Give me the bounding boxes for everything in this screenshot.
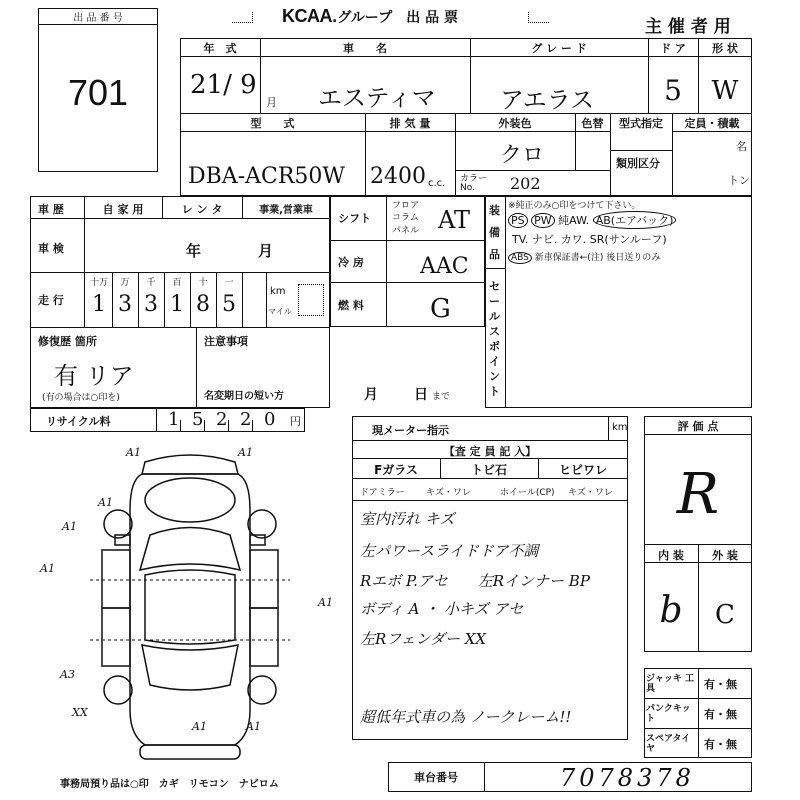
fglass-chip[interactable]: トビ石 — [470, 463, 507, 477]
equipment-check-label: スペアタイヤ — [646, 734, 691, 754]
aircon-label: 冷 房 — [338, 256, 364, 269]
equipment-note: ※純正のみ○印をつけて下さい。 — [508, 201, 641, 211]
fuel-label: 燃 料 — [338, 299, 364, 312]
damage-mark: A1 — [98, 496, 113, 509]
repair-label: 修復歴 箇所 — [38, 335, 97, 348]
year-unit: 月 — [266, 96, 277, 109]
door-value: 5 — [664, 74, 682, 107]
history-opt-private[interactable]: 自 家 用 — [102, 203, 144, 216]
mileage-digit: 3 — [144, 292, 158, 317]
abs-option[interactable]: ABS — [508, 252, 532, 264]
inspector-header: 【査 定 員 記 入】 — [443, 445, 537, 458]
damage-mark: A1 — [126, 446, 141, 459]
equipment-check-value[interactable]: 有・無 — [704, 678, 737, 691]
inspector-comment: 超低年式車の為 ノークレーム!! — [360, 708, 572, 726]
shift-label: シフト — [338, 212, 371, 225]
copy-label: 主 催 者 用 — [645, 17, 731, 37]
ps-option[interactable]: PS — [508, 213, 528, 228]
grade-value: アエラス — [500, 86, 595, 114]
exterior-label: 外 装 — [712, 549, 738, 562]
disp-unit: c.c. — [428, 178, 446, 189]
ab-option[interactable]: AB(エアバック) — [593, 211, 677, 229]
equipment-line2: TV. ナビ. カワ. SR(サンルーフ) — [512, 233, 667, 246]
mileage-digit-label: 万 — [120, 278, 130, 288]
corner-mark-right — [528, 12, 549, 23]
damage-mark: A1 — [318, 596, 333, 609]
inspector-comment: 左Rフェンダー XX — [360, 630, 487, 648]
equipment-check-label: パンクキット — [646, 704, 691, 724]
notes-label: 注意事項 — [204, 335, 248, 348]
history-opt-rental[interactable]: レ ン タ — [181, 203, 223, 216]
mileage-digit-label: 十万 — [89, 278, 108, 288]
form-title — [282, 6, 458, 27]
shaken-month: 月 — [258, 242, 274, 260]
inspector-comment: Rエボ P.アセ 左Rインナー BP — [360, 572, 590, 590]
color-change-label: 色替 — [581, 117, 604, 130]
door-label: ド ア — [660, 42, 686, 55]
car-left-rear-door — [102, 608, 130, 666]
car-front-bumper — [142, 455, 238, 474]
shaken-label: 車 検 — [38, 242, 64, 255]
car-roof — [145, 570, 235, 644]
warranty-option[interactable]: 新車保証書←(注) 後日送りのみ — [534, 253, 661, 263]
equipment-label-char: 装 — [489, 204, 500, 217]
shift-opt-floor[interactable]: フロア — [392, 201, 420, 211]
wheel-options[interactable]: キズ・ワレ — [568, 488, 613, 498]
sales-point-label-char: ス — [489, 325, 500, 338]
recycle-digit: 5 — [192, 409, 204, 430]
rename-until: まで — [432, 392, 451, 402]
score-value: R — [676, 462, 720, 527]
car-rear-window — [142, 645, 238, 690]
model-label: 型 式 — [250, 117, 295, 130]
damage-mark: A1 — [40, 562, 55, 575]
shape-label: 形 状 — [712, 42, 738, 55]
equipment-label-char: 備 — [489, 226, 500, 239]
damage-mark: XX — [72, 706, 88, 719]
equipment-check-value[interactable]: 有・無 — [704, 738, 737, 751]
recycle-digit: 2 — [240, 409, 252, 430]
rename-day: 日 — [414, 387, 428, 403]
capacity-unit-persons: 名 — [736, 140, 747, 153]
year-value: 21/ 9 — [190, 70, 257, 100]
capacity-unit-tons: トン — [728, 174, 750, 187]
shape-value: W — [711, 76, 739, 106]
color-no-label: カラー No. — [460, 174, 488, 193]
interior-value: b — [659, 590, 683, 631]
name-value: エスティマ — [318, 84, 436, 112]
equipment-check-value[interactable]: 有・無 — [704, 708, 737, 721]
score-label: 評 価 点 — [677, 420, 719, 433]
mileage-digit-label: 百 — [172, 278, 182, 288]
pw-option[interactable]: PW — [531, 213, 555, 228]
disp-value: 2400 — [370, 164, 426, 189]
lot-number: 701 — [67, 72, 129, 113]
car-left-front-door — [102, 550, 130, 608]
meter-unit: km — [612, 422, 628, 433]
car-right-rear-door — [250, 608, 278, 666]
sales-point-label-char: ポ — [489, 340, 500, 353]
history-label: 車 歴 — [38, 203, 64, 216]
inspector-comment: 左パワースライドドア不調 — [360, 542, 539, 560]
interior-label: 内 装 — [658, 549, 684, 562]
wheel-front-left — [104, 510, 132, 538]
recycle-label: リサイクル料 — [46, 415, 111, 428]
exterior-value: C — [715, 600, 735, 630]
repair-value: 有 リア — [54, 362, 134, 390]
car-windshield — [140, 528, 240, 571]
history-opt-business[interactable]: 事業,営業車 — [259, 205, 313, 216]
damage-mark: A1 — [62, 520, 77, 533]
equipment-line3 — [508, 250, 660, 264]
color-value: クロ — [500, 143, 545, 168]
wheel-label: ホイール(CP) — [500, 488, 555, 498]
equipment-label-char: 品 — [489, 248, 500, 261]
mileage-digit: 8 — [196, 292, 210, 317]
repair-note: (有の場合は○印を) — [42, 393, 120, 403]
meter-label: 現メーター指示 — [372, 424, 449, 437]
mileage-digit: 5 — [222, 292, 236, 317]
aircon-value: AAC — [420, 254, 469, 279]
recycle-unit: 円 — [290, 415, 301, 428]
rename-label: 名変期日の短い方 — [204, 391, 284, 402]
damage-mark: A1 — [246, 720, 261, 733]
form-title-text: .グループ 出 品 票 — [332, 10, 458, 26]
car-right-front-door — [250, 550, 278, 608]
disp-label: 排 気 量 — [389, 117, 431, 130]
wheel-rear-left — [104, 676, 132, 704]
brand-logo: KCAA — [282, 6, 332, 26]
type-spec-label: 型式指定 — [619, 117, 663, 130]
sales-point-label-char: ト — [489, 385, 500, 398]
wheel-front-right — [248, 510, 276, 538]
car-hood — [145, 478, 235, 522]
sales-point-label-char: セ — [489, 280, 500, 293]
sales-point-label-char: ー — [489, 295, 500, 308]
car-rear-bumper — [140, 745, 240, 759]
recycle-digit: 2 — [216, 409, 228, 430]
mirror-options[interactable]: キズ・ワレ — [426, 488, 471, 498]
year-label: 年 式 — [203, 42, 237, 55]
class-label: 類別区分 — [616, 157, 660, 170]
inspector-comment: 室内汚れ キズ — [360, 510, 455, 528]
sales-point-label-char: イ — [489, 355, 500, 368]
mileage-label: 走 行 — [38, 294, 64, 307]
grade-label: グ レ ー ド — [531, 42, 587, 55]
corner-mark-left — [232, 12, 253, 23]
fglass-label: Fガラス — [374, 463, 418, 477]
equipment-check-label: ジャッキ 工 具 — [646, 674, 694, 694]
color-no-value: 202 — [510, 174, 541, 193]
recycle-digit: 1 — [168, 409, 180, 430]
model-value: DBA-ACR50W — [188, 164, 346, 189]
inspector-comment: ボディ A ・ 小キズ アセ — [360, 600, 524, 618]
footer-text: 事務局預り品は○印 カギ リモコン ナビロム — [60, 779, 279, 790]
rename-month: 月 — [364, 387, 378, 403]
capacity-label: 定員・積載 — [684, 117, 740, 130]
car-body — [130, 474, 250, 745]
chassis-label: 車台番号 — [414, 771, 458, 784]
mileage-digit-label: 十 — [198, 278, 208, 288]
sales-point-label-char: ル — [489, 310, 500, 323]
fglass-crack[interactable]: ヒビワレ — [558, 463, 607, 477]
mileage-digit-label: 千 — [146, 278, 156, 288]
aw-option[interactable]: 純AW. — [558, 214, 590, 227]
mirror-label: ドアミラー — [360, 488, 405, 498]
name-label: 車 名 — [343, 42, 387, 55]
mileage-digit: 1 — [170, 292, 184, 317]
shift-opt-panel[interactable]: パネル — [392, 226, 420, 236]
shift-opt-column[interactable]: コラム — [392, 213, 419, 223]
mileage-digit: 1 — [92, 292, 106, 317]
mileage-digit-label: 一 — [224, 278, 234, 288]
damage-mark: A1 — [238, 446, 253, 459]
sales-point-label-char: ン — [489, 370, 500, 383]
recycle-digit: 0 — [264, 409, 276, 430]
shift-value: AT — [438, 206, 471, 234]
lot-label: 出 品 番 号 — [73, 13, 123, 24]
damage-mark: A3 — [60, 668, 75, 681]
shaken-year: 年 — [186, 242, 202, 260]
wheel-rear-right — [248, 676, 276, 704]
chassis-value: 7078378 — [560, 764, 695, 792]
damage-mark: A1 — [192, 720, 207, 733]
mile-checkbox[interactable] — [298, 284, 324, 316]
mileage-digit: 3 — [118, 292, 132, 317]
fuel-value: G — [430, 294, 451, 324]
km-label: km — [270, 286, 286, 297]
equipment-line1 — [508, 211, 676, 229]
mile-label: マイル — [268, 307, 292, 316]
color-label: 外装色 — [498, 117, 532, 130]
